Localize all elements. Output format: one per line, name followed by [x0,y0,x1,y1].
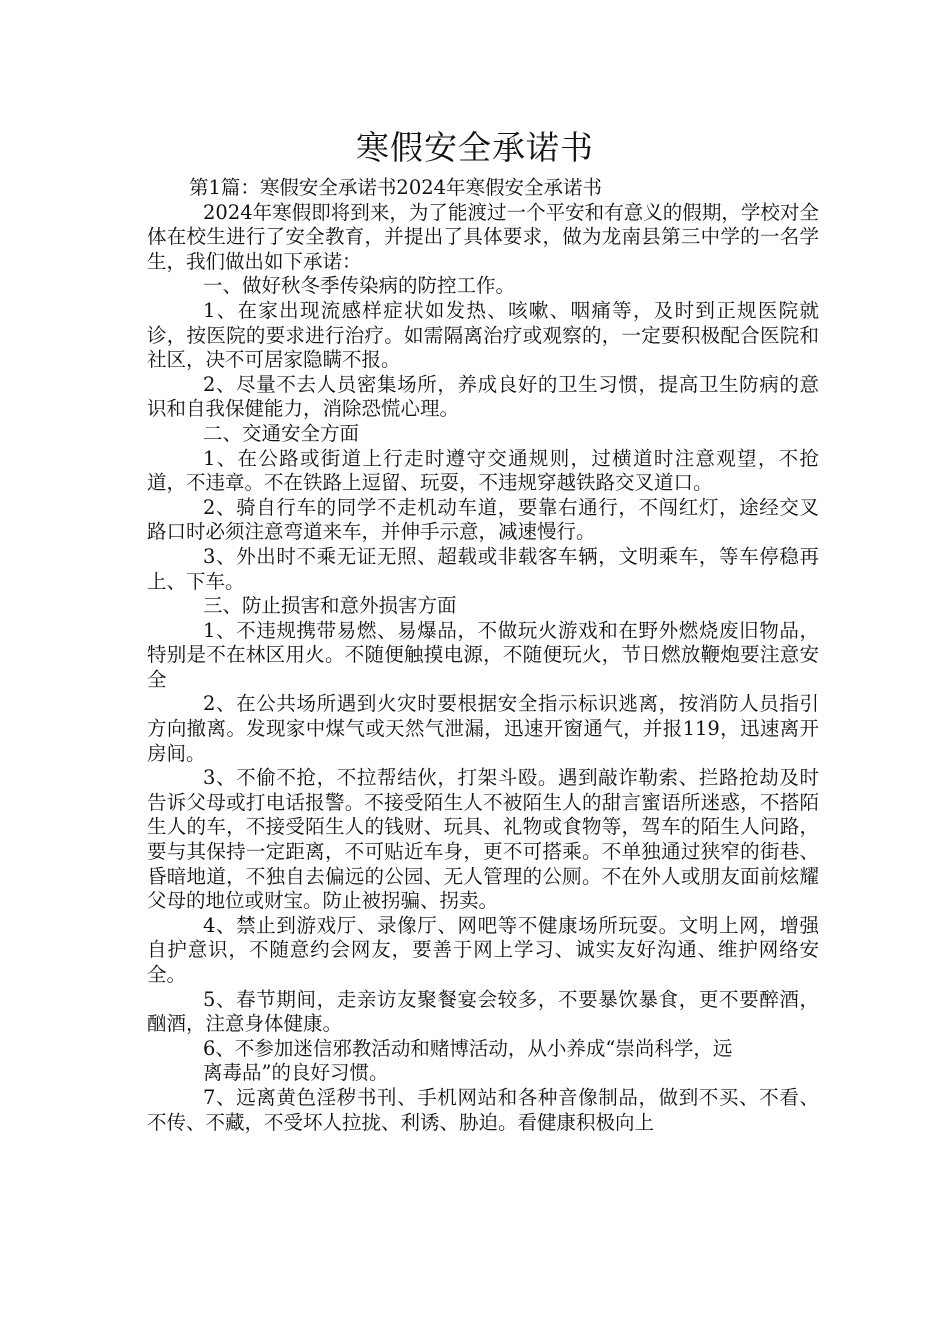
paragraph-list [147,201,819,1136]
paragraph: 1、在家出现流感样症状如发热、咳嗽、咽痛等，及时到正规医院就诊，按医院的要求进行治疗。如需隔离治疗或观察的，一定要积极配合医院和社区，决不可居家隐瞒不报。 [147,298,819,372]
paragraph: 二、交通安全方面 [203,421,360,445]
paragraph: 4、禁止到游戏厅、录像厅、网吧等不健康场所玩耍。文明上网，增强自护意识，不随意约会网友，要善于网上学习、诚实友好沟通、维护网络安全。 [147,913,819,986]
paragraph: 6、不参加迷信邪教活动和赌博活动，从小养成“崇尚科学，远 [203,1036,733,1060]
paragraph: 3、不偷不抢，不拉帮结伙，打架斗殴。遇到敲诈勒索、拦路抢劫及时告诉父母或打电话报警。不接受陌生人不被陌生人的甜言蜜语所迷惑，不搭陌生人的车，不接受陌生人的钱财、玩具、礼物或食物等，驾车的陌生人问路，要与其保持一定距离，不可贴近车身，更不可搭乘。不单独通过狭窄的街巷、昏暗地道，不独自去偏远的公园、无人管理的公厕。不在外人或朋友面前炫耀父母的地位或财宝。防止被拐骗、拐卖。 [147,766,819,913]
paragraph: 5、春节期间，走亲访友聚餐宴会较多，不要暴饮暴食，更不要醉酒，酗酒，注意身体健康。 [147,987,819,1036]
paragraph: 2、尽量不去人员密集场所，养成良好的卫生习惯，提高卫生防病的意识和自我保健能力，消除恐慌心理。 [147,372,819,421]
paragraph: 一、做好秋冬季传染病的防控工作。 [203,274,516,298]
document-subtitle: 第1篇：寒假安全承诺书2024年寒假安全承诺书 [189,176,603,199]
document-body [147,176,819,1135]
paragraph: 2024年寒假即将到来，为了能渡过一个平安和有意义的假期，学校对全体在校生进行了安全教育，并提出了具体要求，做为龙南县第三中学的一名学生，我们做出如下承诺： [147,200,819,273]
paragraph: 离毒品”的良好习惯。 [203,1061,389,1085]
paragraph: 2、在公共场所遇到火灾时要根据安全指示标识逃离，按消防人员指引方向撤离。发现家中煤气或天然气泄漏，迅速开窗通气，并报119，迅速离开房间。 [147,692,819,765]
paragraph: 2、骑自行车的同学不走机动车道，要靠右通行，不闯红灯，途经交叉路口时必须注意弯道来车，并伸手示意，减速慢行。 [147,495,819,544]
page-title: 寒假安全承诺书 [356,128,594,167]
paragraph: 7、远离黄色淫秽书刊、手机网站和各种音像制品，做到不买、不看、不传、不藏，不受坏人拉拢、利诱、胁迫。看健康积极向上 [147,1085,819,1134]
paragraph: 3、外出时不乘无证无照、超载或非载客车辆，文明乘车，等车停稳再上、下车。 [147,544,819,593]
paragraph: 1、在公路或街道上行走时遵守交通规则，过横道时注意观望，不抢道，不违章。不在铁路上逗留、玩耍，不违规穿越铁路交叉道口。 [147,446,819,495]
paragraph: 1、不违规携带易燃、易爆品，不做玩火游戏和在野外燃烧废旧物品，特别是不在林区用火。不随便触摸电源，不随便玩火，节日燃放鞭炮要注意安全 [147,618,819,691]
paragraph: 三、防止损害和意外损害方面 [203,594,457,618]
